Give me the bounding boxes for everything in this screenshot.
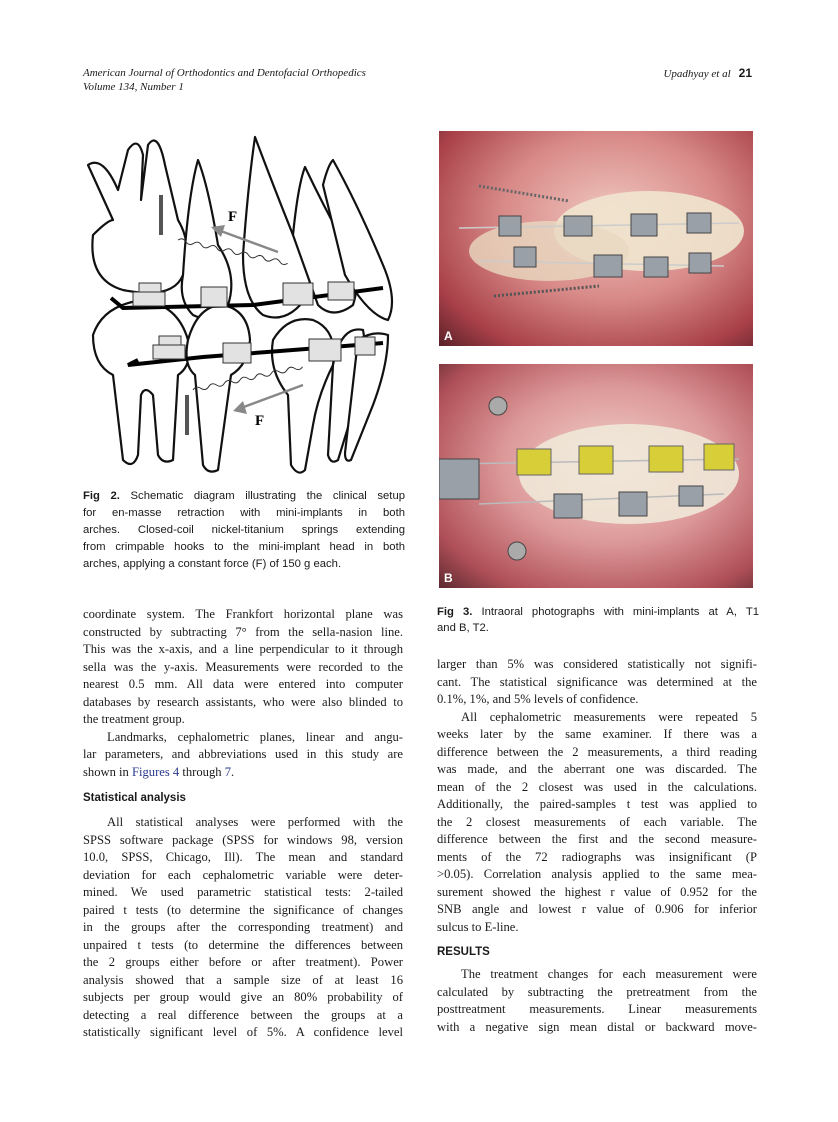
figure-4-link[interactable]: Figures 4 [131,764,180,779]
upper-canine-bracket [283,283,313,305]
upper-molar [88,141,187,293]
text-line: 0.1%, 1%, and 5% levels of confidence. [437,692,639,706]
fig3-caption: Fig 3. Intraoral photographs with mini-implants at A, T1 and B, T2. [437,606,759,634]
lower-mini-implant [185,395,189,435]
running-header-right [663,66,752,81]
text-line: unpaired t tests (to determine the differences between [83,937,403,952]
text-line: All statistical analyses were performed with the [107,815,403,829]
text-line: larger than 5% was considered statistically not signifi- [437,657,757,671]
lower-canine-bracket [309,339,341,361]
upper-force-label: F [228,209,238,225]
text-line: the treatment group. [83,712,185,726]
upper-incisor-bracket [328,282,354,300]
text-line: posttreatment measurements. Linear measurements [437,1002,757,1016]
fig2-caption: Fig 2. Schematic diagram illustrating the clinical setup for en-masse retraction with mini-implants in both arches. Closed-coil nickel-titanium springs extending from crimpable hooks to the mini-implant head in both arches, applying a constant force (F) of 150 g each. [83,490,406,570]
figure-7-link[interactable]: 7 [224,764,231,779]
text-line: surement showed the highest r value of 0.952 for the [437,884,757,899]
right-column-text-2 [437,966,757,1036]
paragraph [83,606,403,729]
text-line: SNB angle and lowest r value of 0.906 for inferior [437,902,757,916]
upper-mini-implant [159,195,163,235]
text-line: 10.0, SPSS, Chicago, Ill). The mean and standard [83,850,403,864]
journal-name: American Journal of Orthodontics and Dentofacial Orthopedics [83,67,366,79]
text-line: nearest 0.5 mm. All data were entered into computer [83,677,403,691]
paragraph [437,656,757,709]
upper-molar-tube-top [139,283,161,292]
text-line: databases by research assistants, who were also blinded to [83,694,403,709]
text-line: The treatment changes for each measurement were [461,967,757,981]
running-header-left [83,66,366,94]
text-line: with a negative sign mean distal or backward move- [437,1019,757,1034]
authors: Upadhyay et al [663,68,731,80]
text-line: detecting a real difference between the groups at a [83,1007,403,1022]
fig2-caption-label: Fig 2. [83,490,120,502]
lower-molar-tube-top [159,336,181,345]
text-line: lar parameters, and abbreviations used in this study are [83,747,403,761]
lower-incisor-bracket [355,337,375,355]
text-line: difference between the first and the second measure- [437,832,757,846]
text-line: difference between the 2 measurements, a third reading [437,744,757,759]
text-line: constructed by subtracting 7° from the sella-nasion line. [83,624,403,639]
text-line: Additionally, the paired-samples t test was applied to [437,797,757,811]
text-line: calculated by subtracting the pretreatment from the [437,984,757,999]
paragraph [83,814,403,1042]
text-line: paired t tests (to determine the significance of changes [83,902,403,917]
section-heading-results: RESULTS [437,946,490,958]
figure-reference-line: shown in Figures 4 through 7. [83,764,235,779]
fig3-caption-label: Fig 3. [437,606,473,618]
text-line: analysis showed that a sample size of at least 16 [83,972,403,987]
section-heading-statistical-analysis: Statistical analysis [83,792,186,804]
text-line: cant. The statistical significance was determined at the [437,674,757,689]
text-line: This was the x-axis, and a line perpendicular to it through [83,642,403,656]
paragraph [83,729,403,764]
lower-premolar [187,305,250,472]
text-line: Landmarks, cephalometric planes, linear and angu- [107,729,403,744]
upper-mini-implant-head [489,397,507,415]
lower-premolar-bracket [223,343,251,363]
text-line: statistically significant level of 5%. A confidence level [83,1025,403,1039]
fig2-schematic-diagram [83,125,403,480]
lower-molar-tube [153,345,185,359]
text-line: sella was the y-axis. Measurements were recorded to the [83,659,403,674]
panel-label-b: B [444,571,453,585]
text-line: ments of the 72 radiographs was insignificant (P [437,849,757,864]
text-line: deviation for each cephalometric variable were deter- [83,867,403,882]
text-line: was made, and the aberrant one was discarded. The [437,762,757,776]
fig3-photo-a [439,131,753,346]
lower-molar [93,300,189,464]
text-line: the 2 groups either before or after treatment). Power [83,955,403,969]
text-line: >0.05). Correlation analysis applied to the same mea- [437,867,757,881]
text-line: SPSS software package (SPSS for windows 98, version [83,832,403,847]
page-number: 21 [738,66,752,80]
upper-premolar-bracket [201,287,227,307]
panel-label-a: A [444,329,453,343]
lower-force-label: F [255,413,265,429]
text-line: sulcus to E-line. [437,919,519,934]
lower-mini-implant-head [508,542,526,560]
text-line: weeks later by the same examiner. If there was a [437,727,757,741]
right-column-text [437,656,757,936]
text-line: mined. We used parametric statistical tests: 2-tailed [83,885,403,899]
text-line: mean of the 2 closest was used in the calculations. [437,779,757,794]
left-column-text-2 [83,814,403,1042]
text-line: subjects per group would give an 80% probability of [83,990,403,1004]
left-column-text [83,606,403,781]
paragraph [437,709,757,937]
fig3-photo-b [439,364,753,588]
upper-molar-tube [133,292,165,306]
journal-volume: Volume 134, Number 1 [83,81,184,93]
paragraph [437,966,757,1036]
text-line: All cephalometric measurements were repeated 5 [461,709,757,724]
text-line: coordinate system. The Frankfort horizontal plane was [83,607,403,621]
text-line: the 2 closest measurements of each variable. The [437,814,757,829]
text-line: in the groups after the corresponding treatment) and [83,920,403,934]
